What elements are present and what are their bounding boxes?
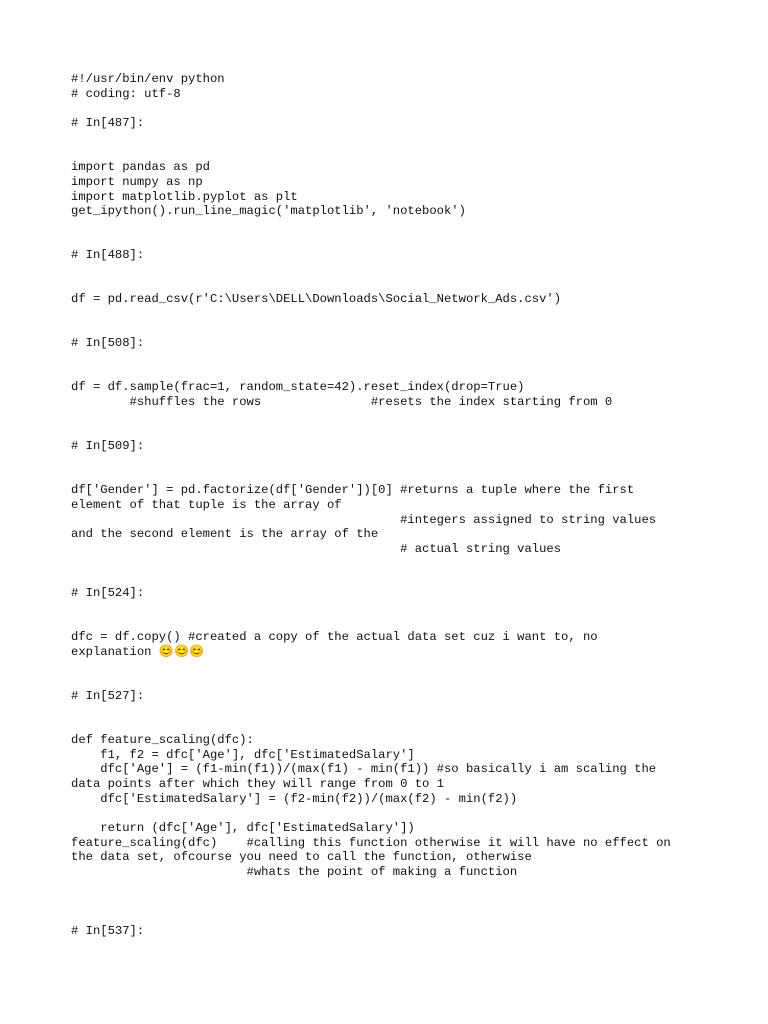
code-line: # In[537]: [71,923,145,938]
code-line: #integers assigned to string values [71,512,657,527]
code-line [71,718,731,733]
code-line [71,131,731,146]
code-line: # In[488]: [71,248,145,263]
code-line [71,454,731,469]
code-line: return (dfc['Age'], dfc['EstimatedSalary']) [71,821,415,836]
code-line: dfc = df.copy() #created a copy of the actual data set cuz i want to, no [71,630,598,645]
code-line [71,366,731,381]
code-line: # coding: utf-8 [71,86,181,101]
code-line: import numpy as np [71,174,203,189]
code-line: #!/usr/bin/env python [71,72,225,86]
code-line: def feature_scaling(dfc): [71,732,254,747]
code-line [71,909,731,924]
code-line: # In[508]: [71,336,145,351]
code-line [71,615,731,630]
code-line [71,704,731,719]
code-line: import pandas as pd [71,160,210,175]
code-line: explanation 😊😊😊 [71,644,205,659]
code-line [71,880,731,895]
code-line [71,601,731,616]
code-line [71,425,731,440]
code-line: #shuffles the rows #resets the index starting from 0 [71,395,613,410]
code-line: # actual string values [71,542,562,556]
code-line: # In[487]: [71,116,145,131]
code-line: get_ipython().run_line_magic('matplotlib', 'notebook') [71,204,466,219]
code-listing [71,72,731,939]
code-line: # In[524]: [71,586,145,601]
code-line [71,806,731,821]
code-line: feature_scaling(dfc) #calling this function otherwise it will have no effect on [71,835,671,850]
code-line: df = pd.read_csv(r'C:\Users\DELL\Downloads\Social_Network_Ads.csv') [71,292,562,307]
code-line [71,351,731,366]
code-line [71,234,731,249]
code-line: f1, f2 = dfc['Age'], dfc['EstimatedSalary'] [71,747,415,762]
code-line [71,469,731,484]
code-line [71,571,731,586]
code-line: the data set, ofcourse you need to call the function, otherwise [71,850,532,865]
code-line: dfc['Age'] = (f1-min(f1))/(max(f1) - min(f1)) #so basically i am scaling the [71,762,657,777]
code-line [71,410,731,425]
code-line [71,895,731,910]
code-line [71,674,731,689]
code-line [71,219,731,234]
code-line: and the second element is the array of the [71,527,379,542]
code-line [71,660,731,675]
code-line: dfc['EstimatedSalary'] = (f2-min(f2))/(max(f2) - min(f2)) [71,791,518,806]
code-line: data points after which they will range from 0 to 1 [71,777,444,791]
code-line [71,307,731,322]
code-line: # In[509]: [71,439,145,454]
code-line: import matplotlib.pyplot as plt [71,189,298,204]
code-line [71,278,731,293]
code-line: df = df.sample(frac=1, random_state=42).reset_index(drop=True) [71,380,525,395]
code-line [71,322,731,337]
code-line [71,557,731,572]
code-line: element of that tuple is the array of [71,497,342,512]
code-line [71,263,731,278]
code-line: #whats the point of making a function [71,865,518,880]
code-line [71,145,731,160]
code-line: df['Gender'] = pd.factorize(df['Gender'])[0] #returns a tuple where the first [71,483,635,498]
code-line [71,101,731,116]
code-line: # In[527]: [71,688,145,703]
